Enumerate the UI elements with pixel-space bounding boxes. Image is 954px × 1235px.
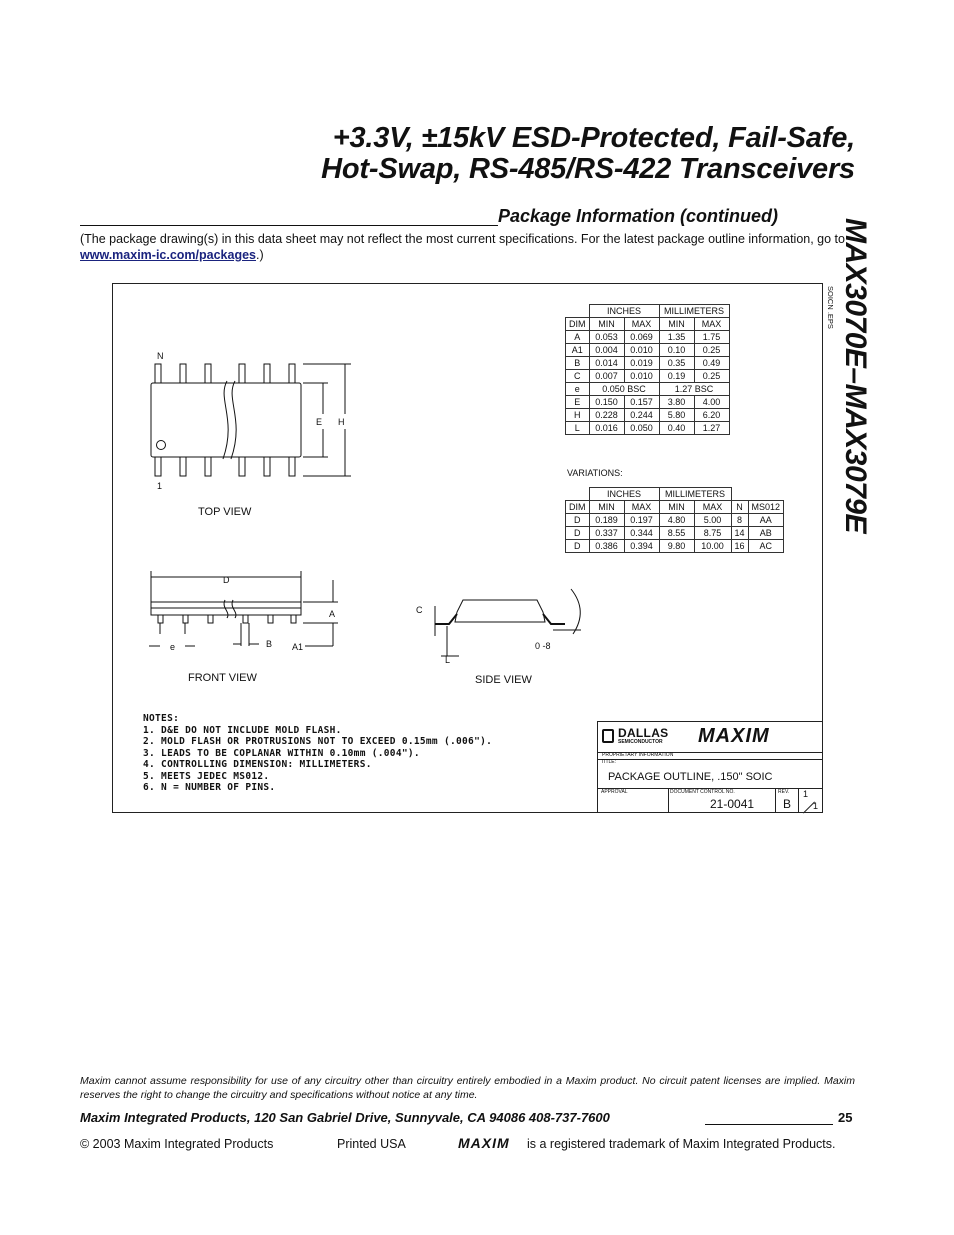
top-view-break (223, 381, 236, 459)
dim-b-label: B (266, 639, 273, 649)
dim-l-label: L (445, 655, 451, 665)
dim-pitch-label: e (170, 642, 176, 652)
var-mm-header: MILLIMETERS (659, 488, 731, 501)
packages-link[interactable]: www.maxim-ic.com/packages (80, 248, 257, 262)
logo-row (598, 722, 822, 753)
table-row-bsc: e 0.050 BSC 1.27 BSC (566, 383, 730, 396)
pin1-marker (157, 441, 166, 450)
angle-label: 0 -8 (535, 641, 551, 651)
title-block (597, 721, 823, 813)
top-view-body (151, 383, 301, 457)
dim-h-label: H (338, 417, 345, 427)
section-title: Package Information (continued) (498, 206, 779, 226)
note-item: 5. MEETS JEDEC MS012. (143, 770, 270, 782)
table-row: E 0.150 0.157 3.80 4.00 (566, 396, 730, 409)
footer-disclaimer: Maxim cannot assume responsibility for use of any circuitry other than circuitry entirely embodied in a Maxim product. No circuit patent licenses are implied. Maxim reserves the right to change the circuitry and specifications without notice at any time. (80, 1075, 855, 1101)
page-title-line2: Hot-Swap, RS-485/RS-422 Transceivers (321, 153, 855, 185)
variations-table (565, 487, 784, 553)
rev-label: REV. (778, 789, 790, 795)
file-tag: SOICN .EPS (826, 286, 835, 329)
notes-heading: NOTES: (143, 713, 180, 724)
package-disclaimer (80, 231, 852, 263)
doc-control-label: DOCUMENT CONTROL NO. (670, 789, 735, 795)
table-row: C 0.007 0.010 0.19 0.25 (566, 370, 730, 383)
note-item: 3. LEADS TO BE COPLANAR WITHIN 0.10mm (.004"). (143, 747, 420, 759)
inches-header: INCHES (589, 305, 659, 318)
dallas-logo-icon (602, 729, 614, 743)
table-header-row: DIM MIN MAX MIN MAX (566, 318, 730, 331)
top-leads (155, 364, 295, 383)
var-header-row: DIM MIN MAX MIN MAX N MS012 (566, 501, 784, 514)
table-row: D 0.337 0.344 8.55 8.75 14 AB (566, 527, 784, 540)
table-row: L 0.016 0.050 0.40 1.27 (566, 422, 730, 435)
note-item: 1. D&E DO NOT INCLUDE MOLD FLASH. (143, 724, 342, 736)
side-part-number (839, 218, 902, 598)
pin-1-label: 1 (157, 481, 163, 491)
footer-maxim-logo: MAXIM (458, 1135, 510, 1151)
table-row: A 0.053 0.069 1.35 1.75 (566, 331, 730, 344)
approval-label: APPROVAL (601, 789, 628, 795)
doc-control-value: 21-0041 (710, 797, 755, 811)
table-row: D 0.386 0.394 9.80 10.00 16 AC (566, 540, 784, 553)
semiconductor-text: SEMICONDUCTOR (618, 739, 663, 745)
dallas-logo-text: DALLAS (618, 726, 669, 740)
page-title-line1: +3.3V, ±15kV ESD-Protected, Fail-Safe, (332, 122, 855, 154)
page-number: 25 (838, 1110, 853, 1125)
rev-value: B (783, 797, 792, 811)
pin-n-label: N (157, 351, 164, 361)
dim-c-label: C (416, 605, 423, 615)
front-leads (158, 615, 296, 623)
maxim-logo: MAXIM (698, 725, 770, 747)
dimension-table (565, 304, 730, 435)
sheet-total: 1 (813, 801, 819, 811)
disclaimer-text: (The package drawing(s) in this data sheet may not reflect the most current specifications. For the latest package outline information, go to (80, 232, 845, 246)
mm-header: MILLIMETERS (659, 305, 729, 318)
table-row: D 0.189 0.197 4.80 5.00 8 AA (566, 514, 784, 527)
table-row: B 0.014 0.019 0.35 0.49 (566, 357, 730, 370)
package-drawing (112, 283, 835, 813)
table-row: H 0.228 0.244 5.80 6.20 (566, 409, 730, 422)
var-inches-header: INCHES (589, 488, 659, 501)
section-rule (80, 225, 498, 226)
note-item: 4. CONTROLLING DIMENSION: MILLIMETERS. (143, 759, 372, 770)
dim-e-label: E (316, 417, 323, 427)
top-view-label: TOP VIEW (198, 506, 252, 518)
dim-a-label: A (329, 609, 336, 619)
side-view-body (455, 600, 545, 622)
drawing-notes (143, 713, 492, 794)
side-part-text: MAX3070E–MAX3079E (839, 218, 872, 534)
variations-label: VARIATIONS: (567, 468, 623, 478)
note-item: 6. N = NUMBER OF PINS. (143, 782, 276, 793)
proprietary-label: PROPRIETARY INFORMATION (602, 752, 674, 758)
title-label: TITLE: (601, 759, 617, 765)
disclaimer-end: .) (256, 248, 264, 262)
dim-d-label: D (223, 575, 230, 585)
copyright: © 2003 Maxim Integrated Products (80, 1137, 274, 1151)
trademark-text: is a registered trademark of Maxim Integrated Products. (527, 1137, 836, 1151)
sheet-number: 1 (803, 789, 809, 799)
footer-rule (705, 1124, 833, 1125)
side-view-label: SIDE VIEW (475, 674, 532, 686)
bottom-leads (155, 457, 295, 476)
title-value: PACKAGE OUTLINE, .150" SOIC (608, 771, 773, 783)
table-row: A1 0.004 0.010 0.10 0.25 (566, 344, 730, 357)
footer-address: Maxim Integrated Products, 120 San Gabriel Drive, Sunnyvale, CA 94086 408-737-7600 (80, 1110, 610, 1125)
note-item: 2. MOLD FLASH OR PROTRUSIONS NOT TO EXCEED 0.15mm (.006"). (143, 736, 493, 747)
dim-a1-label: A1 (292, 642, 304, 652)
front-view-label: FRONT VIEW (188, 672, 257, 684)
printed-usa: Printed USA (337, 1137, 406, 1151)
